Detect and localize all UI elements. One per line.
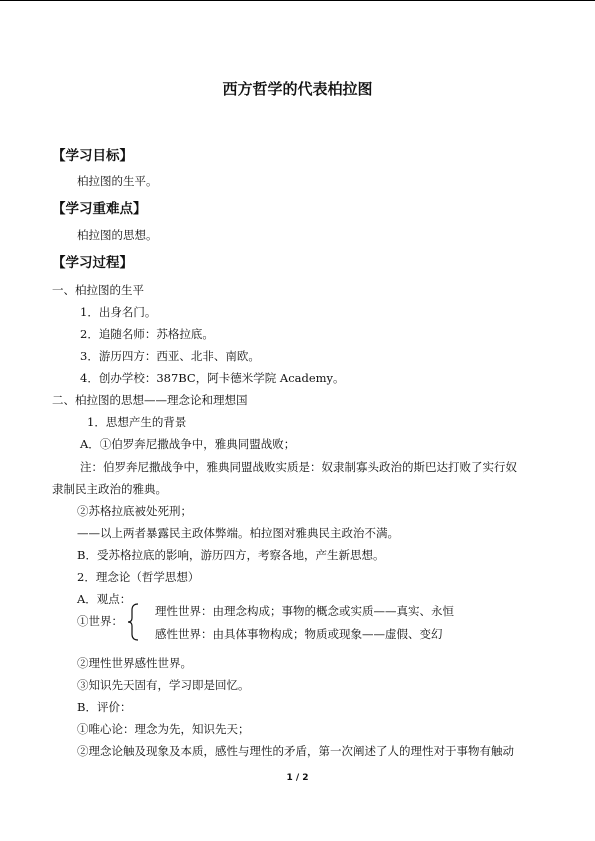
world-label: ①世界：: [77, 614, 123, 628]
page-title: 西方哲学的代表柏拉图: [222, 80, 373, 98]
heading-key-points: 【学习重难点】: [52, 201, 147, 217]
evaluation-label: B．评价：: [77, 700, 132, 714]
curly-brace-icon: [127, 603, 139, 641]
world-sensible: 感性世界：由具体事物构成；物质或现象——虚假、变幻: [155, 627, 443, 641]
list-item: 4．创办学校：387BC，阿卡德米学院 Academy。: [80, 371, 345, 385]
list-item: 1．出身名门。: [80, 305, 157, 319]
page-number: 1 / 2: [286, 773, 309, 783]
view-label: A．观点：: [77, 592, 132, 606]
goal-text: 柏拉图的生平。: [77, 174, 158, 188]
world-rational: 理性世界：由理念构成；事物的概念或实质——真实、永恒: [155, 604, 454, 618]
heading-learning-process: 【学习过程】: [52, 255, 133, 271]
background-b: B．受苏格拉底的影响，游历四方，考察各地，产生新思想。: [77, 548, 385, 562]
heading-learning-goal: 【学习目标】: [52, 148, 133, 164]
header-rule: [0, 0, 595, 1]
evaluation-2: ②理念论触及现象及本质，感性与理性的矛盾，第一次阐述了人的理性对于事物有触动: [77, 744, 514, 758]
list-item: 2．追随名师：苏格拉底。: [80, 327, 214, 341]
part1-title: 一、柏拉图的生平: [52, 283, 144, 297]
list-item: 3．游历四方：西亚、北非、南欧。: [80, 349, 260, 363]
background-a1: A．①伯罗奔尼撒战争中，雅典同盟战败；: [80, 437, 296, 451]
note-line-2: 隶制民主政治的雅典。: [52, 482, 167, 496]
note-line-1: 注：伯罗奔尼撒战争中，雅典同盟战败实质是：奴隶制寡头政治的斯巴达打败了实行奴: [80, 460, 517, 474]
point-3: ③知识先天固有，学习即是回忆。: [77, 678, 250, 692]
background-a3: ——以上两者暴露民主政体弊端。柏拉图对雅典民主政治不满。: [77, 526, 399, 540]
part2-sub1: 1．思想产生的背景: [87, 415, 187, 429]
key-text: 柏拉图的思想。: [77, 228, 158, 242]
evaluation-1: ①唯心论：理念为先，知识先天；: [77, 722, 250, 736]
point-2: ②理性世界感性世界。: [77, 656, 192, 670]
background-a2: ②苏格拉底被处死刑；: [77, 504, 192, 518]
part2-title: 二、柏拉图的思想——理念论和理想国: [52, 393, 248, 407]
part2-sub2: 2．理念论（哲学思想）: [77, 570, 200, 584]
